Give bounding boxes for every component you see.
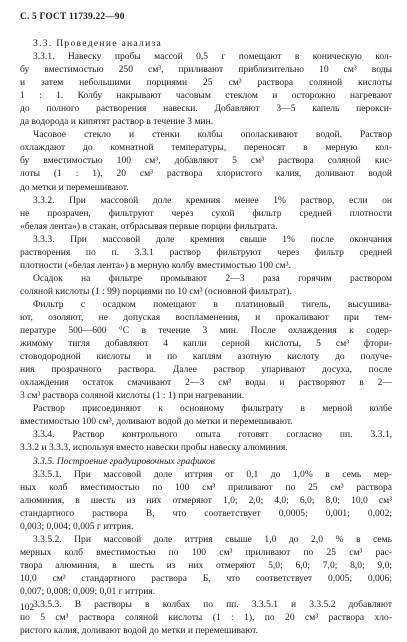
text-line: «белая лента») в стакан, отбрасывая первые порции фильтрата. xyxy=(20,220,278,232)
text-line: Фильтр с осадком помещают в платиновый тигель, высушива- xyxy=(33,298,392,310)
text-line: ных колб вместимостью по 100 см³ приливают по 25 см³ раствора xyxy=(20,481,392,493)
text-line: 1 : 1. Колбу накрывают часовым стеклом и осторожно нагревают xyxy=(20,90,392,102)
text-line: пературе 500—600 °С в течение 3 мин. После охлаждения к содер- xyxy=(20,325,392,337)
paragraph-p3-3-1 xyxy=(20,50,392,128)
text-line: твора алюминия, в шесть из них отмеряют 5,0; 6,0; 7,0; 8,0; 9,0; xyxy=(20,559,392,571)
text-line: плотности («белая лента») в мерную колбу вместимостью 100 см³. xyxy=(20,259,291,271)
paragraph-p-wash xyxy=(20,272,392,298)
text-line: Осадок на фильтре промывают 2—3 раза горячим раствором xyxy=(33,272,392,284)
document-body xyxy=(20,37,392,637)
text-line: не прозрачен, фильтруют через сухой фильтр средней плотности xyxy=(20,207,392,219)
paragraph-p-attach xyxy=(20,402,392,428)
text-line: стандартного раствора В, что соответствует 0,0005; 0,001; 0,002; xyxy=(20,507,392,519)
text-line: ния прозрачного раствора. Далее раствор упаривают досуха, после xyxy=(20,364,392,376)
text-line: соляной кислоты (1 : 99) порциями по 10 см³ (основной фильтрат). xyxy=(20,285,292,297)
text-line: стоводородной кислоты и по каплям азотную кислоту до получе- xyxy=(20,351,392,363)
text-line: 3 см³ раствора соляной кислоты (1 : 1) при нагревании. xyxy=(20,390,245,402)
running-header: С. 5 ГОСТ 11739.22—90 xyxy=(20,12,125,22)
text-line: 3.3.5. Построение градуировочных графиков xyxy=(33,455,215,467)
text-line: 3.3.1. Навеску пробы массой 0,5 г помещают в коническую кол- xyxy=(33,51,392,63)
paragraph-p3-3-4 xyxy=(20,428,392,454)
text-line: до метки и перемешивают. xyxy=(20,181,129,193)
paragraph-p3-3-5-1 xyxy=(20,468,392,533)
text-line: и затем небольшими порциями 25 см³ раствора соляной кислоты xyxy=(20,77,392,89)
text-line: вместимостью 100 см³, доливают водой до метки и перемешивают. xyxy=(20,416,293,428)
text-line: Часовое стекло и стенки колбы ополаскивают водой. Раствор xyxy=(33,129,392,141)
paragraph-p-watch xyxy=(20,128,392,193)
paragraph-p3-3-5-3 xyxy=(20,598,392,637)
text-line: Раствор присоединяют к основному фильтрату в мерной колбе xyxy=(33,403,392,415)
paragraph-p-filter xyxy=(20,298,392,402)
paragraph-p3-3-3 xyxy=(20,233,392,272)
text-line: 3.3.5.1. При массовой доле иттрия от 0,1 до 1,0% в семь мер- xyxy=(33,468,392,480)
text-line: 0,003; 0,004; 0,005 г иттрия. xyxy=(20,520,134,532)
text-line: жимому тигля добавляют 4 капли серной кислоты, 5 см³ фтори- xyxy=(20,338,392,350)
paragraph-p3-3-2 xyxy=(20,194,392,233)
text-line: бу вместимостью 250 см³, приливают приблизительно 10 см³ воды xyxy=(20,64,392,76)
text-line: 10,0 см³ стандартного раствора Б, что соответствует 0,005; 0,006; xyxy=(20,572,392,584)
text-line: охлаждения остаток смачивают 2—3 см³ воды и растворяют в 2— xyxy=(20,377,392,389)
text-line: да водорода и кипятят раствор в течение 3 мин. xyxy=(20,116,214,128)
text-line: 3.3.2. При массовой доле кремния менее 1% раствор, если он xyxy=(33,194,392,206)
text-line: охлаждают до комнатной температуры, переносят в мерную кол- xyxy=(20,142,392,154)
paragraph-p3-3-5-2 xyxy=(20,533,392,598)
text-line: растворения по п. 3.3.1 раствор фильтруют через фильтр средней xyxy=(20,246,392,258)
text-line: 3.3.5.3. В растворы в колбах по пп. 3.3.5.1 и 3.3.5.2 добавляют xyxy=(33,599,392,611)
text-line: по 5 см³ раствора соляной кислоты (1 : 1), по 20 см³ раствора хло- xyxy=(20,612,392,624)
text-line: 3.3.4. Раствор контрольного опыта готовят согласно пп. 3.3.1, xyxy=(33,429,392,441)
text-line: алюминия, в шесть из них отмеряют 1,0; 2,0; 4,0; 6,0; 8,0; 10,0 см³ xyxy=(20,494,392,506)
text-line: лоты (1 : 1), 20 см³ раствора хлористого калия, доливают водой xyxy=(20,168,392,180)
section-title: 3.3. Проведение анализа xyxy=(33,38,163,49)
text-line: до полного растворения навески. Добавляют 3—5 капель перокси- xyxy=(20,103,392,115)
text-line: мерных колб вместимостью по 100 см³ приливают по 25 см³ рас- xyxy=(20,546,392,558)
paragraph-p3-3-5 xyxy=(20,455,392,468)
text-line: 3.3.2 и 3.3.3, используя вместо навески пробы навеску алюминия. xyxy=(20,442,288,454)
text-line: 0,007; 0,008; 0,009; 0,01 г иттрия. xyxy=(20,585,156,597)
text-line: ют, озоляют, не допуская воспламенения, и прокаливают при тем- xyxy=(20,311,392,323)
text-line: 3.3.5.2. При массовой доле иттрия свыше 1,0 до 2,0 % в семь xyxy=(33,533,392,545)
page-number: 102 xyxy=(20,603,35,613)
text-line: 3.3.3. При массовой доле кремния свыше 1% после окончания xyxy=(33,233,392,245)
text-line: бу вместимостью 100 см³, добавляют 5 см³ раствора соляной кис- xyxy=(20,155,392,167)
text-line: ристого калия, доливают водой до метки и перемешивают. xyxy=(20,625,258,637)
